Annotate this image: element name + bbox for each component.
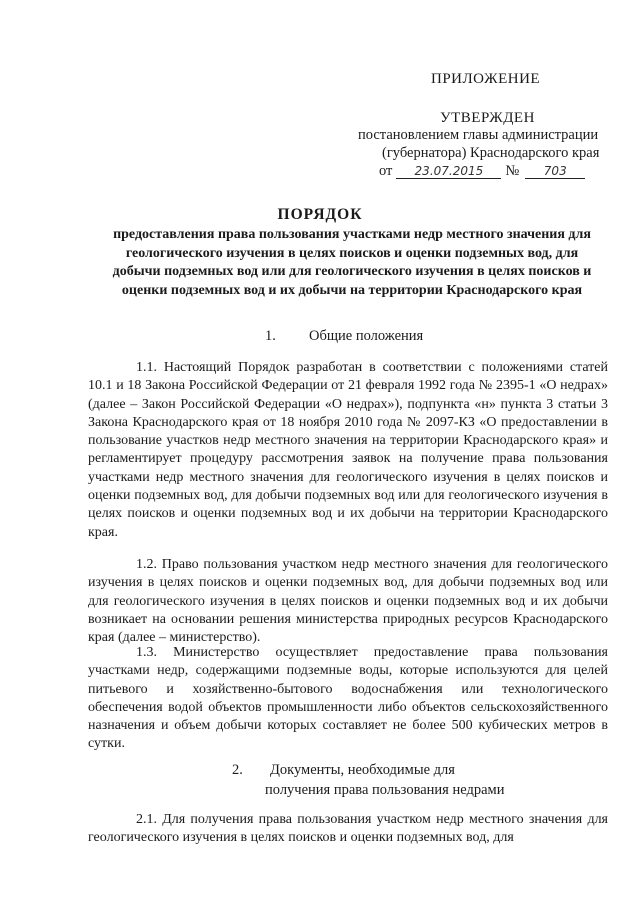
paragraph-1-3: 1.3. Министерство осуществляет предоставление права пользования участками недр, содержащими подземные воды, которые используются для целей питьевого и хозяйственно-бытового водоснабжения или технологического обеспечения водой объектов промышленности либо объектов сельскохозяйственного назначения и объем добычи которых составляет не более 500 кубических метров в сутки.: [88, 645, 608, 752]
section-2-title-line-2: получения права пользования недрами: [265, 782, 505, 798]
handwritten-date: 23.07.2015: [396, 164, 501, 179]
number-label: №: [505, 163, 520, 179]
document-title: ПОРЯДОК: [277, 206, 363, 223]
approval-line-2: (губернатора) Краснодарского края: [382, 145, 600, 161]
handwritten-number: 703: [525, 164, 585, 179]
section-1-title: Общие положения: [309, 328, 424, 344]
appendix-label: ПРИЛОЖЕНИЕ: [431, 71, 541, 87]
paragraph-1-2: 1.2. Право пользования участком недр местного значения для геологического изучения в целях поисков и оценки подземных вод, для добычи подземных вод или для геологического изучения в целях поисков и оценки подземных вод и их добычи возникает на основании решения министерства природных ресурсов Краснодарского края (далее – министерство).: [88, 557, 608, 646]
section-2-heading: [232, 762, 455, 779]
paragraph-1-1: 1.1. Настоящий Порядок разработан в соответствии с положениями статей 10.1 и 18 Закона Российской Федерации от 21 февраля 1992 года № 2395-1 «О недрах» (далее – Закон Российской Федерации «О недрах»), подпункта «н» пункта 3 статьи 3 Закона Краснодарского края от 18 ноября 2010 года № 2097-КЗ «О предоставлении в пользование участков недр местного значения на территории Краснодарского края» и регламентирует процедуру рассмотрения заявок на получение права пользования участками недр местного значения для геологического изучения в целях поисков и оценки подземных вод, для добычи подземных вод или для геологического изучения в целях поисков и оценки подземных вод и их добычи на территории Краснодарского края.: [88, 360, 608, 540]
approval-date-number: [379, 162, 585, 180]
approved-label: УТВЕРЖДЕН: [440, 110, 535, 126]
section-2-number: 2.: [232, 762, 243, 778]
paragraph-2-1: 2.1. Для получения права пользования участком недр местного значения для геологического изучения в целях поисков и оценки подземных вод, для: [88, 812, 608, 846]
document-subtitle: предоставления права пользования участками недр местного значения для геологического изучения в целях поисков и оценки подземных вод, для добычи подземных вод или для геологического изучения в целях поисков и оценки подземных вод и их добычи на территории Краснодарского края: [112, 227, 592, 298]
section-1-number: 1.: [265, 328, 276, 344]
section-2-title-line-1: Документы, необходимые для: [270, 762, 455, 778]
from-label: от: [379, 163, 393, 179]
section-1-heading: [265, 328, 423, 345]
approval-line-1: постановлением главы администрации: [358, 127, 599, 143]
